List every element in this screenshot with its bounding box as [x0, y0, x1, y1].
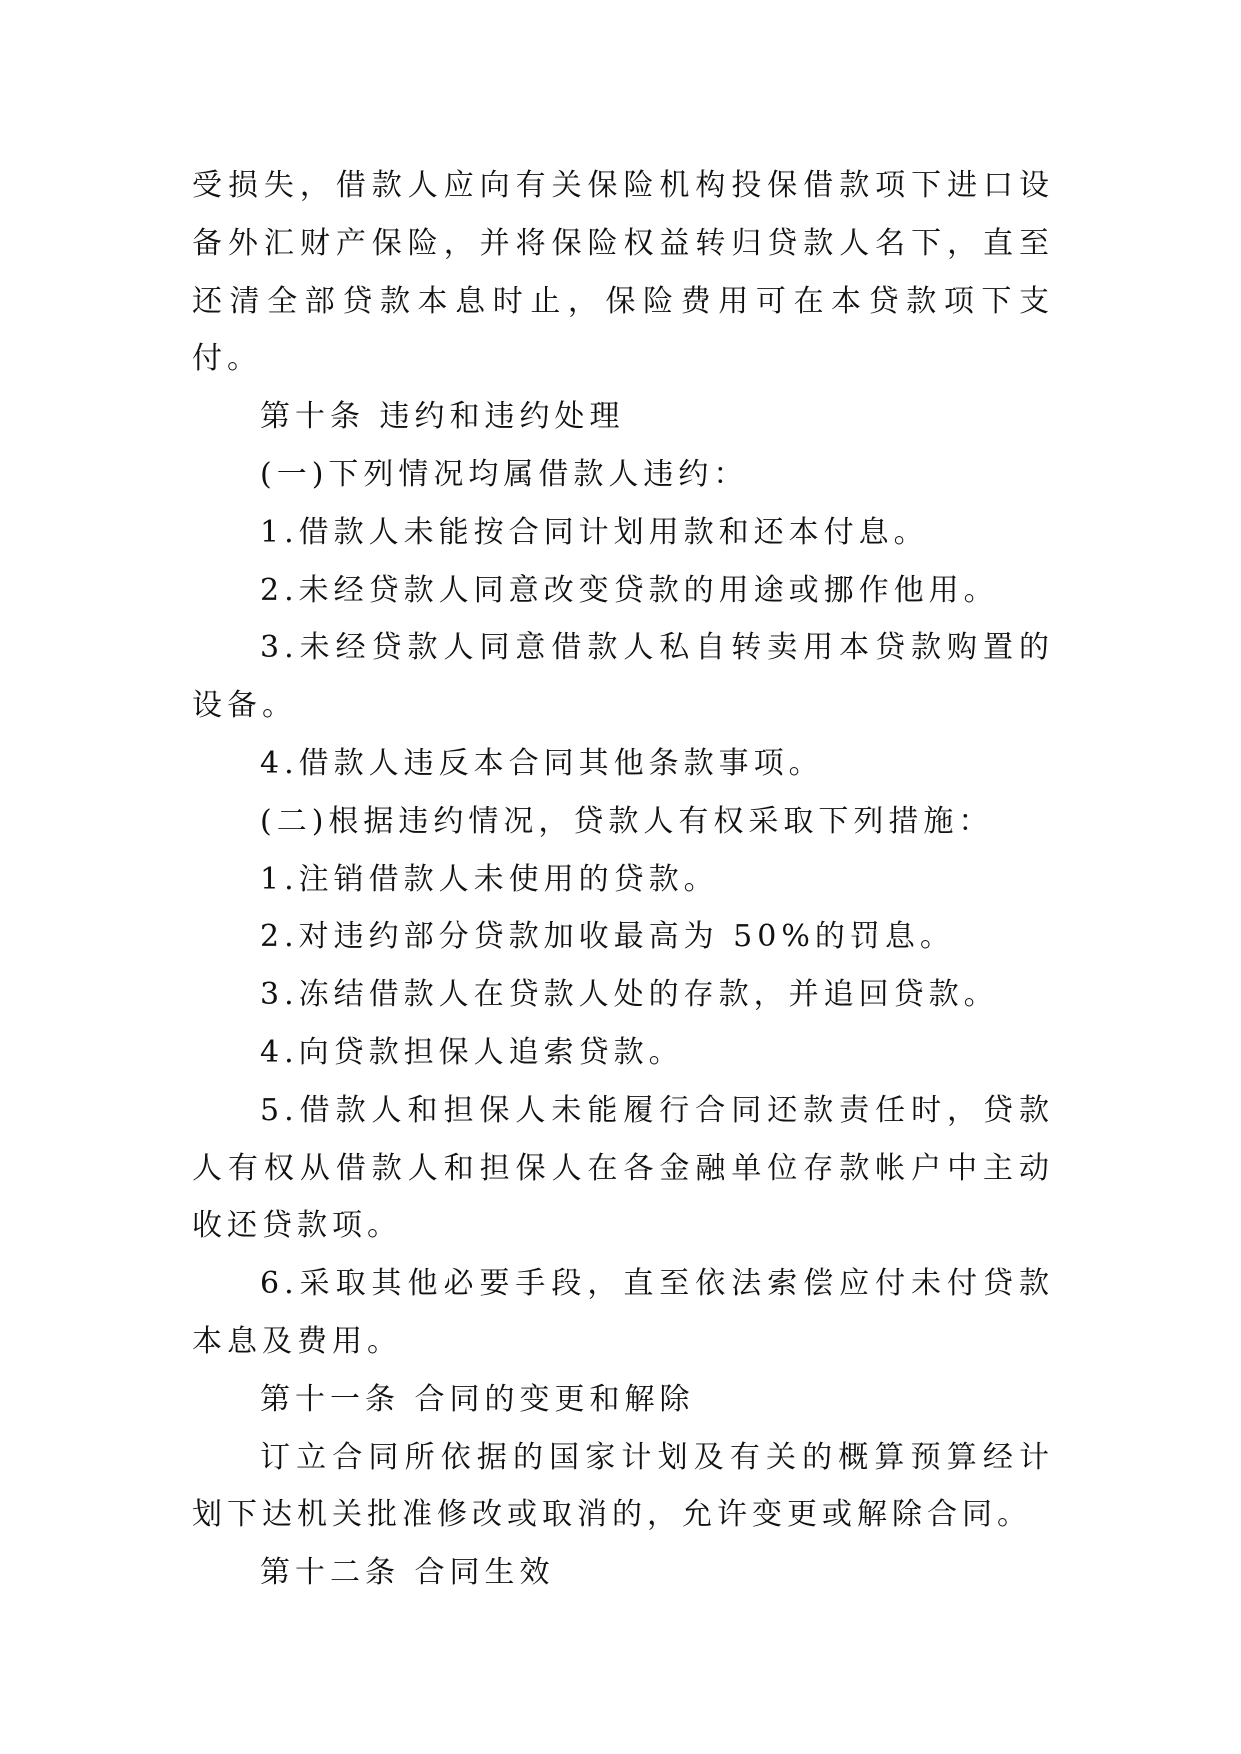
list-item: 2.未经贷款人同意改变贷款的用途或挪作他用。 [260, 572, 999, 608]
list-item: 6.采取其他必要手段，直至依法索偿应付未付贷款本息及费用。 [192, 1266, 1054, 1359]
article-12-heading: 第十二条 合同生效 [260, 1555, 555, 1591]
document-body [192, 157, 1054, 1602]
paragraph-insurance-continuation: 受损失，借款人应向有关保险机构投保借款项下进口设备外汇财产保险，并将保险权益转归贷款人名下，直至还清全部贷款本息时止，保险费用可在本贷款项下支付。 [192, 168, 1054, 377]
section-1-heading: (一)下列情况均属借款人违约： [260, 456, 749, 492]
list-item: 2.对违约部分贷款加收最高为 50%的罚息。 [260, 919, 955, 955]
section-2-heading: (二)根据违约情况，贷款人有权采取下列措施： [260, 803, 994, 839]
list-item: 3.冻结借款人在贷款人处的存款，并追回贷款。 [260, 977, 999, 1013]
list-item: 4.向贷款担保人追索贷款。 [260, 1034, 684, 1070]
article-10-heading: 第十条 违约和违约处理 [260, 399, 625, 435]
paragraph-contract-change: 订立合同所依据的国家计划及有关的概算预算经计划下达机关批准修改或取消的，允许变更或解除合同。 [192, 1439, 1054, 1533]
list-item: 1.注销借款人未使用的贷款。 [260, 861, 719, 897]
article-11-heading: 第十一条 合同的变更和解除 [260, 1381, 695, 1417]
list-item: 4.借款人违反本合同其他条款事项。 [260, 745, 824, 781]
list-item: 1.借款人未能按合同计划用款和还本付息。 [260, 514, 929, 550]
list-item: 3.未经贷款人同意借款人私自转卖用本贷款购置的设备。 [192, 630, 1054, 724]
list-item: 5.借款人和担保人未能履行合同还款责任时，贷款人有权从借款人和担保人在各金融单位存款帐户中主动收还贷款项。 [192, 1092, 1054, 1244]
